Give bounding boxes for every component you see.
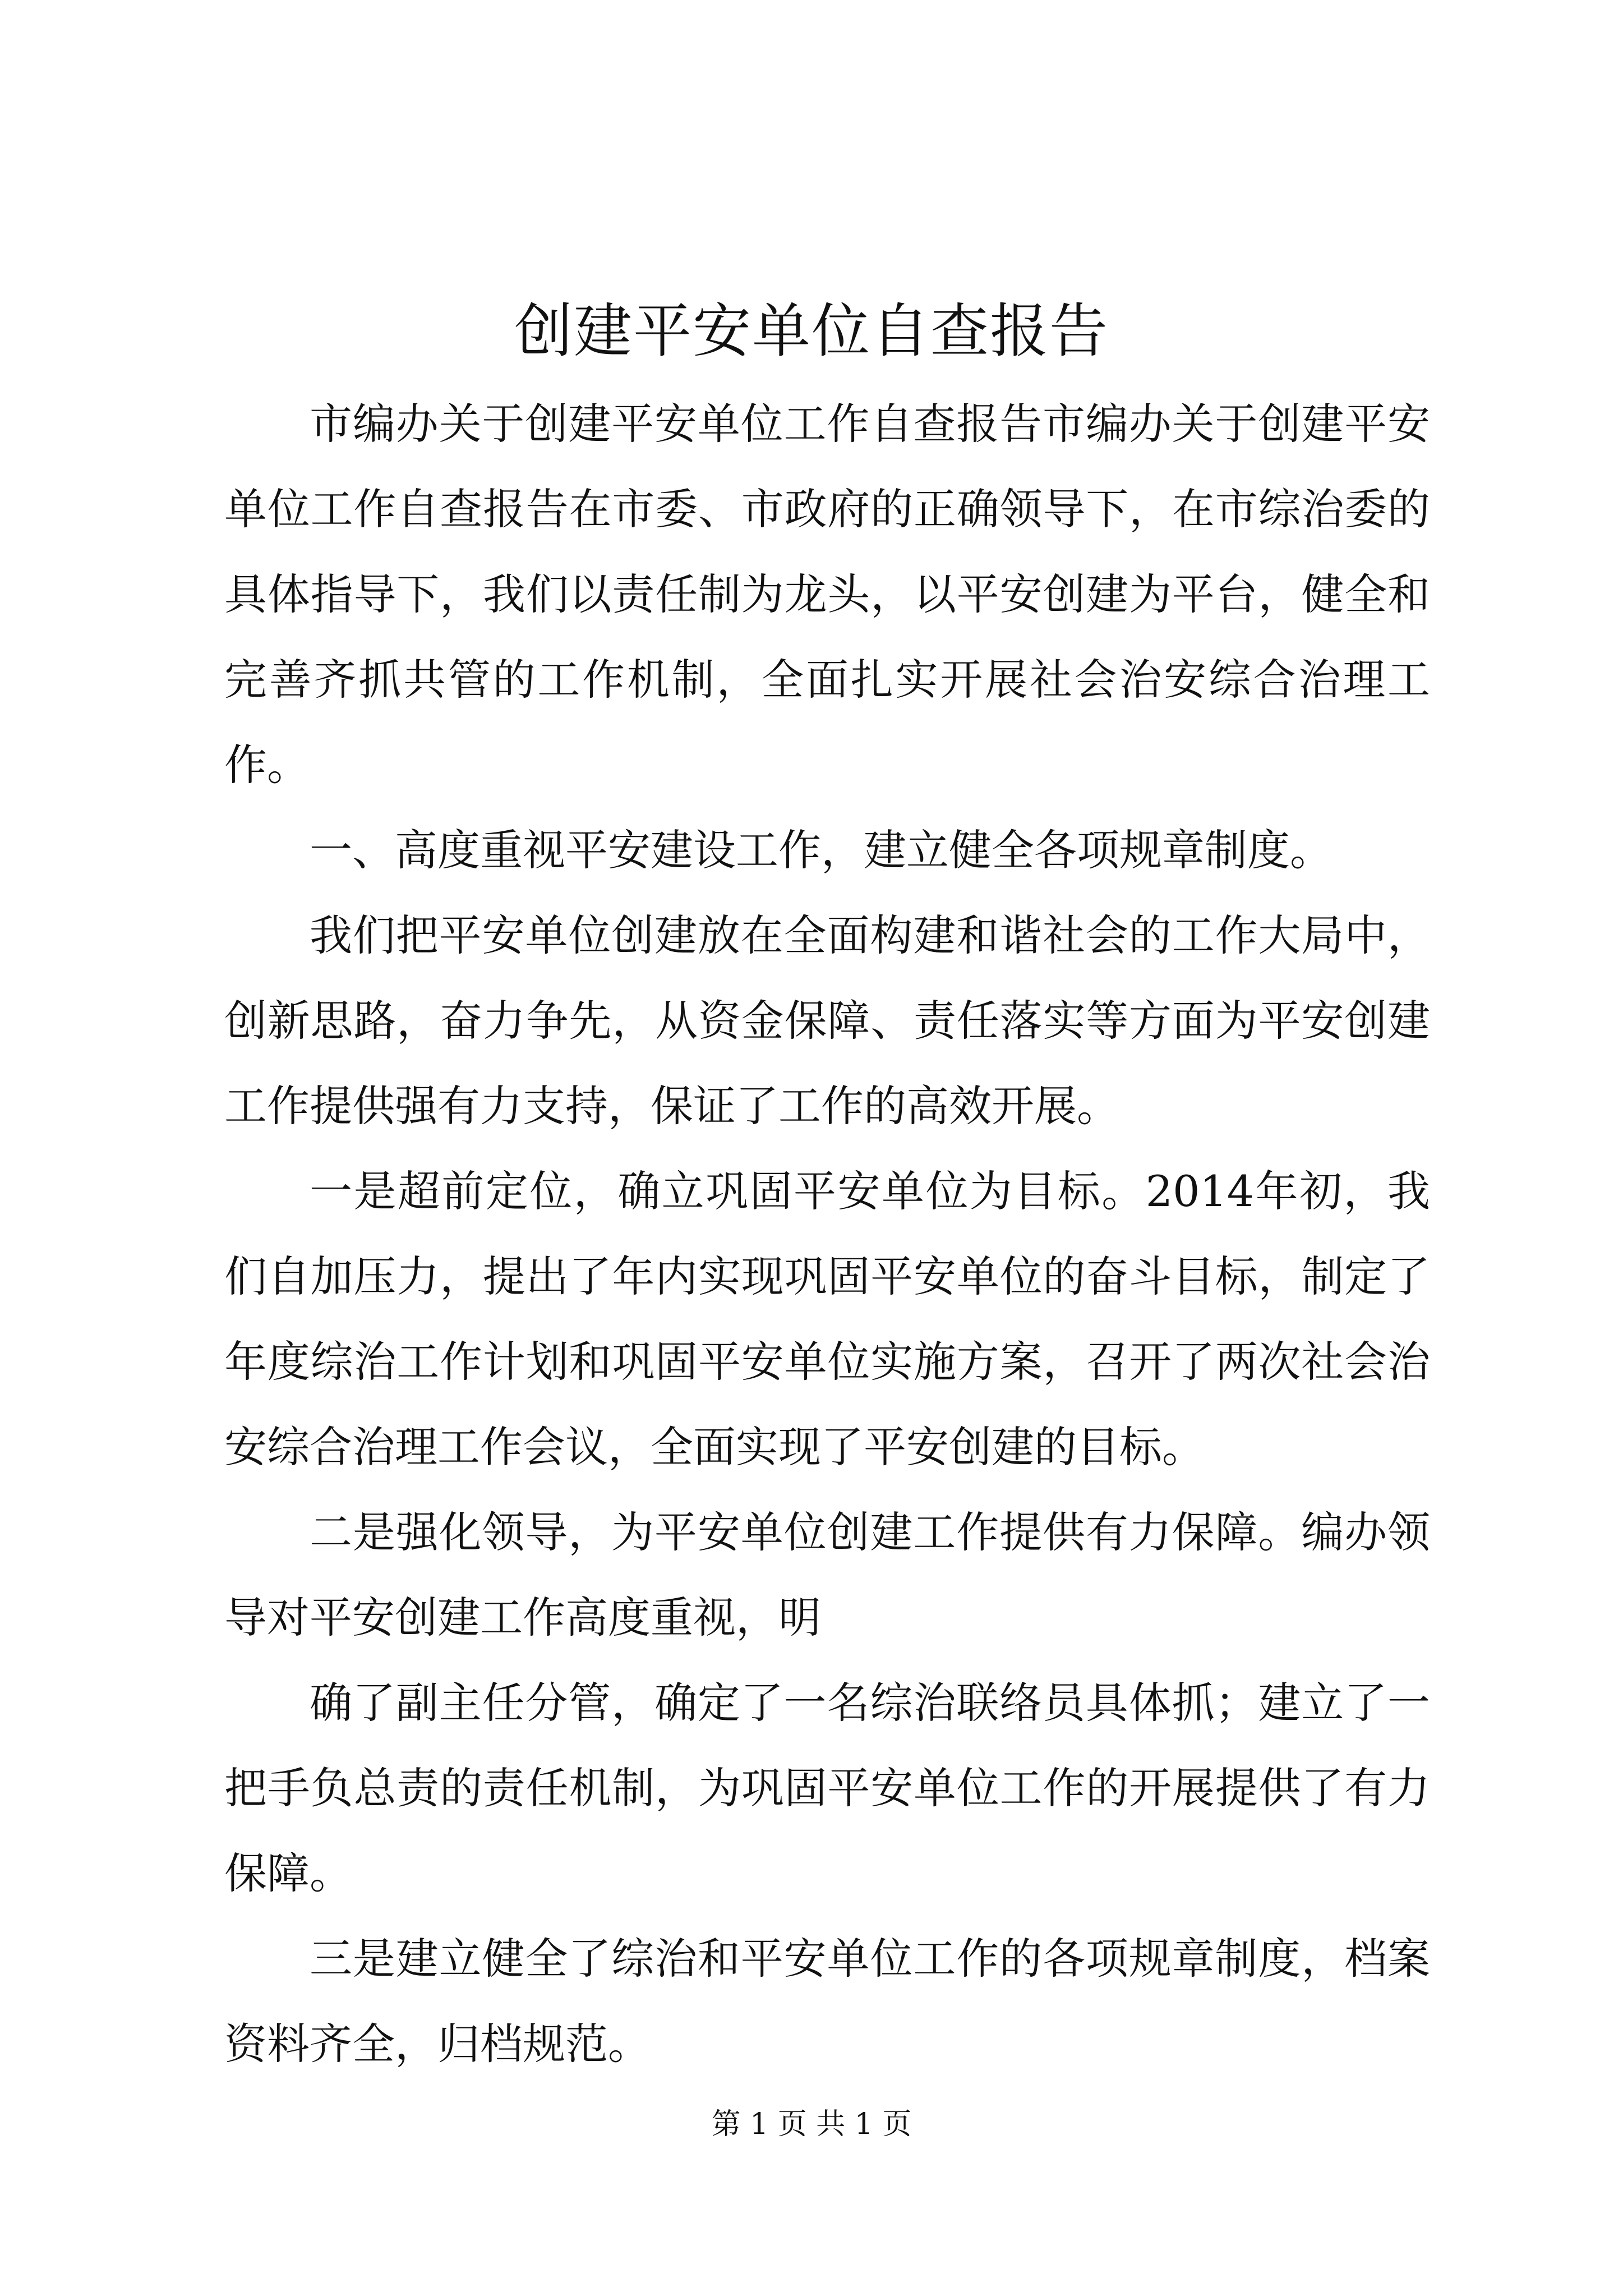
- paragraph-point-three: 三是建立健全了综治和平安单位工作的各项规章制度，档案资料齐全，归档规范。: [224, 1934, 1430, 2069]
- paragraph-overview: 我们把平安单位创建放在全面构建和谐社会的工作大局中，创新思路，奋力争先，从资金保障、责任落实等方面为平安创建工作提供强有力支持，保证了工作的高效开展。: [224, 910, 1430, 1131]
- page-footer: 第 1 页 共 1 页: [711, 2108, 912, 2141]
- document-title: 创建平安单位自查报告: [514, 297, 1109, 365]
- paragraph-point-two: 二是强化领导，为平安单位创建工作提供有力保障。编办领导对平安创建工作高度重视，明: [224, 1507, 1430, 1642]
- paragraph-section-heading: 一、高度重视平安建设工作，建立健全各项规章制度。: [310, 825, 1332, 875]
- paragraph-point-one: 一是超前定位，确立巩固平安单位为目标。2014年初，我们自加压力，提出了年内实现巩固平安单位的奋斗目标，制定了年度综治工作计划和巩固平安单位实施方案，召开了两次社会治安综合治理工作会议，全面实现了平安创建的目标。: [224, 1166, 1430, 1472]
- paragraph-intro: 市编办关于创建平安单位工作自查报告市编办关于创建平安单位工作自查报告在市委、市政府的正确领导下，在市综治委的具体指导下，我们以责任制为龙头，以平安创建为平台，健全和完善齐抓共管的工作机制，全面扎实开展社会治安综合治理工作。: [224, 399, 1430, 790]
- document-body: [224, 381, 1430, 2087]
- paragraph-point-two-continued: 确了副主任分管，确定了一名综治联络员具体抓；建立了一把手负总责的责任机制，为巩固平安单位工作的开展提供了有力保障。: [224, 1678, 1430, 1898]
